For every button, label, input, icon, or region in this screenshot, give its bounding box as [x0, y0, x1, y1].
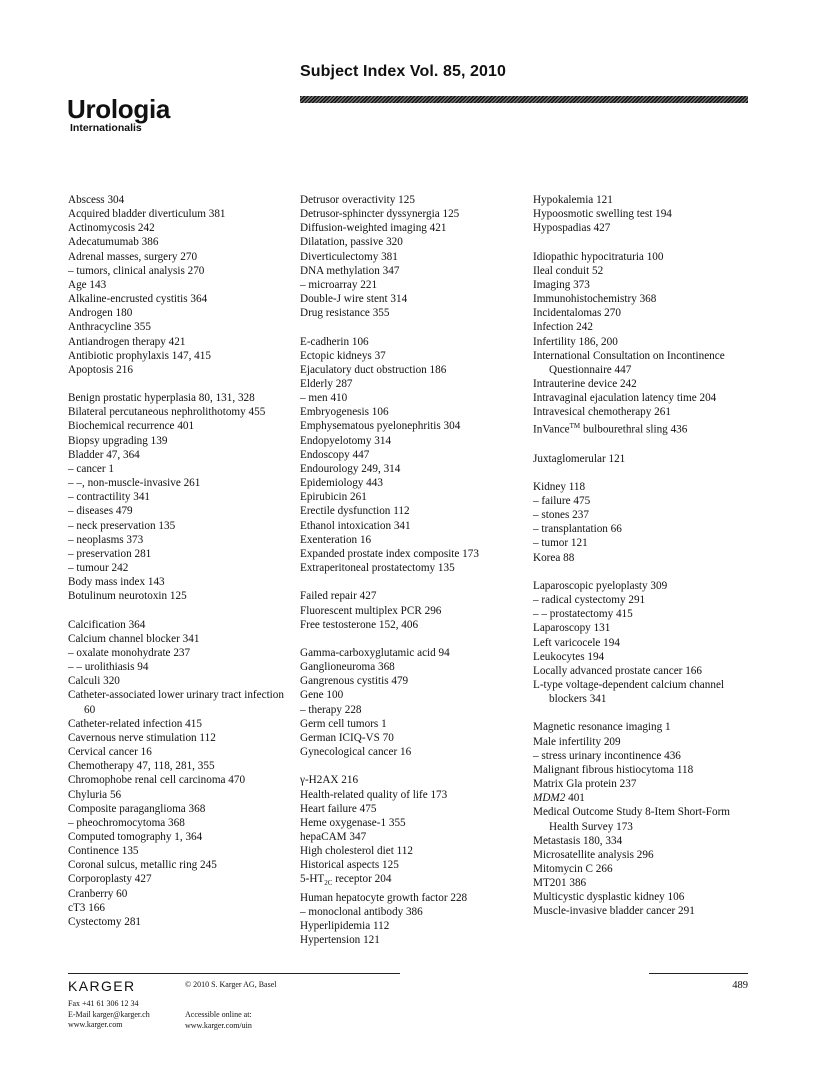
index-column-2 — [300, 193, 528, 947]
index-entry: – diseases 479 — [68, 505, 133, 518]
index-entry: – – prostatectomy 415 — [533, 608, 633, 621]
index-entry: Age 143 — [68, 278, 107, 291]
index-entry: γ-H2AX 216 — [300, 774, 359, 787]
index-entry: – men 410 — [300, 392, 348, 405]
index-entry: Ejaculatory duct obstruction 186 — [300, 363, 447, 376]
index-entry: High cholesterol diet 112 — [300, 845, 413, 858]
index-entry: – preservation 281 — [68, 547, 152, 560]
index-entry: Elderly 287 — [300, 378, 353, 391]
accessible-url[interactable]: www.karger.com/uin — [185, 1020, 252, 1030]
index-entry: – microarray 221 — [300, 278, 378, 291]
index-entry: E-cadherin 106 — [300, 335, 369, 348]
index-entry: Benign prostatic hyperplasia 80, 131, 328 — [68, 392, 255, 405]
index-entry: Magnetic resonance imaging 1 — [533, 721, 671, 734]
index-entry: Chyluria 56 — [68, 788, 122, 801]
index-entry: Biopsy upgrading 139 — [68, 434, 168, 447]
publisher-logo: KARGER — [68, 978, 136, 994]
index-entry: Intravesical chemotherapy 261 — [533, 406, 671, 419]
index-entry: Botulinum neurotoxin 125 — [68, 590, 187, 603]
index-spacer — [300, 320, 528, 334]
index-entry: – radical cystectomy 291 — [533, 594, 646, 607]
index-entry: – – urolithiasis 94 — [68, 661, 149, 674]
index-entry: Microsatellite analysis 296 — [533, 848, 654, 861]
index-entry: Multicystic dysplastic kidney 106 — [533, 891, 685, 904]
index-entry: Acquired bladder diverticulum 381 — [68, 208, 226, 221]
title-rule — [300, 96, 748, 103]
journal-logo: Urologia — [67, 94, 171, 124]
index-entry: Gynecological cancer 16 — [300, 746, 412, 759]
index-entry: Fluorescent multiplex PCR 296 — [300, 604, 442, 617]
index-spacer — [533, 466, 755, 480]
index-entry: – monoclonal antibody 386 — [300, 905, 423, 918]
index-entry: Alkaline-encrusted cystitis 364 — [68, 293, 208, 306]
index-entry: Infection 242 — [533, 321, 593, 334]
index-entry: Bilateral percutaneous nephrolithotomy 455 — [68, 406, 266, 419]
index-entry: DNA methylation 347 — [300, 264, 400, 277]
index-entry: Emphysematous pyelonephritis 304 — [300, 420, 461, 433]
index-spacer — [300, 632, 528, 646]
index-entry: Intravaginal ejaculation latency time 204 — [533, 392, 717, 405]
index-entry: MDM2 401 — [533, 792, 585, 805]
online-access — [185, 1010, 252, 1031]
index-entry: Antiandrogen therapy 421 — [68, 335, 186, 348]
index-entry: – –, non-muscle-invasive 261 — [68, 477, 201, 490]
website-link[interactable]: www.karger.com — [68, 1020, 123, 1029]
index-entry: Cavernous nerve stimulation 112 — [68, 731, 216, 744]
email-address: E-Mail karger@karger.ch — [68, 1009, 150, 1019]
index-entry: Diverticulectomy 381 — [300, 250, 398, 263]
index-entry: Adecatumumab 386 — [68, 236, 159, 249]
index-entry: InVance™ bulbourethral sling 436 — [533, 422, 688, 437]
page-title: Subject Index Vol. 85, 2010 — [300, 63, 507, 80]
index-entry: Exenteration 16 — [300, 533, 372, 546]
index-entry: Cranberry 60 — [68, 887, 128, 900]
index-entry: Historical aspects 125 — [300, 859, 399, 872]
index-spacer — [300, 575, 528, 589]
index-entry: Immunohistochemistry 368 — [533, 293, 657, 306]
index-entry: Calcium channel blocker 341 — [68, 632, 200, 645]
index-entry: Laparoscopy 131 — [533, 622, 611, 635]
index-entry: – tumour 242 — [68, 562, 129, 575]
index-entry: – neck preservation 135 — [68, 519, 176, 532]
index-entry: Catheter-associated lower urinary tract infection 60 — [68, 689, 284, 716]
index-entry: Diffusion-weighted imaging 421 — [300, 222, 447, 235]
fax-number: Fax +41 61 306 12 34 — [68, 999, 139, 1008]
index-entry: – transplantation 66 — [533, 523, 622, 536]
index-entry: Gene 100 — [300, 689, 344, 702]
index-entry: Juxtaglomerular 121 — [533, 452, 626, 465]
index-entry: Detrusor-sphincter dyssynergia 125 — [300, 208, 460, 221]
index-entry: Hypertension 121 — [300, 934, 380, 947]
index-entry: L-type voltage-dependent calcium channel blockers 341 — [533, 678, 725, 706]
index-entry: Erectile dysfunction 112 — [300, 505, 410, 518]
index-entry: Intrauterine device 242 — [533, 378, 637, 391]
index-entry: Detrusor overactivity 125 — [300, 194, 415, 206]
index-entry: Catheter-related infection 415 — [68, 717, 202, 730]
index-entry: Free testosterone 152, 406 — [300, 618, 419, 631]
index-entry: Epirubicin 261 — [300, 491, 367, 504]
index-entry: Korea 88 — [533, 551, 575, 564]
index-column-1 — [68, 193, 293, 929]
index-entry: Calculi 320 — [68, 675, 120, 688]
index-entry: – stress urinary incontinence 436 — [533, 749, 681, 762]
index-entry: Body mass index 143 — [68, 576, 165, 589]
index-entry: Ethanol intoxication 341 — [300, 519, 411, 532]
index-entry: Human hepatocyte growth factor 228 — [300, 891, 468, 904]
index-entry: Hypoosmotic swelling test 194 — [533, 208, 672, 221]
index-entry: – therapy 228 — [300, 703, 362, 716]
index-spacer — [533, 565, 755, 579]
index-entry: Kidney 118 — [533, 480, 586, 493]
index-entry: Health-related quality of life 173 — [300, 788, 448, 801]
index-entry: Failed repair 427 — [300, 590, 377, 603]
index-entry: Hyperlipidemia 112 — [300, 920, 390, 933]
index-entry: Chromophobe renal cell carcinoma 470 — [68, 774, 246, 787]
index-entry: Continence 135 — [68, 845, 139, 858]
index-entry: – contractility 341 — [68, 491, 151, 504]
index-entry: – tumor 121 — [533, 537, 588, 550]
index-entry: – failure 475 — [533, 494, 591, 507]
index-entry: Apoptosis 216 — [68, 363, 133, 376]
index-spacer — [300, 759, 528, 773]
index-entry: Antibiotic prophylaxis 147, 415 — [68, 349, 211, 362]
index-entry: Endopyelotomy 314 — [300, 434, 392, 447]
index-entry: Heart failure 475 — [300, 802, 377, 815]
index-entry: Calcification 364 — [68, 618, 146, 631]
index-entry: Gamma-carboxyglutamic acid 94 — [300, 646, 450, 659]
index-entry: Endoscopy 447 — [300, 448, 370, 461]
index-entry: Biochemical recurrence 401 — [68, 420, 195, 433]
index-entry: – pheochromocytoma 368 — [68, 816, 185, 829]
index-entry: Double-J wire stent 314 — [300, 293, 408, 306]
index-spacer — [533, 706, 755, 720]
index-entry: Incidentalomas 270 — [533, 307, 621, 320]
index-entry: German ICIQ-VS 70 — [300, 731, 394, 744]
index-entry: Muscle-invasive bladder cancer 291 — [533, 905, 695, 918]
index-entry: Germ cell tumors 1 — [300, 717, 387, 730]
index-entry: International Consultation on Incontinence Questionnaire 447 — [533, 349, 725, 376]
index-entry: Expanded prostate index composite 173 — [300, 547, 479, 560]
index-entry: Ileal conduit 52 — [533, 264, 604, 277]
index-entry: Medical Outcome Study 8-Item Short-Form Health Survey 173 — [533, 806, 730, 833]
journal-subtitle: Internationalis — [70, 122, 142, 134]
index-entry: Hypospadias 427 — [533, 222, 611, 235]
copyright-notice: © 2010 S. Karger AG, Basel — [185, 980, 277, 989]
index-entry: Mitomycin C 266 — [533, 863, 613, 875]
index-entry: Imaging 373 — [533, 278, 590, 291]
index-entry: Anthracycline 355 — [68, 321, 151, 334]
index-entry: Infertility 186, 200 — [533, 335, 618, 348]
index-entry: Extraperitoneal prostatectomy 135 — [300, 562, 455, 575]
index-entry: Cystectomy 281 — [68, 915, 142, 928]
index-entry: Laparoscopic pyeloplasty 309 — [533, 579, 668, 592]
index-entry: hepaCAM 347 — [300, 830, 367, 843]
index-entry: Cervical cancer 16 — [68, 746, 152, 759]
footer-rule-right — [649, 973, 748, 974]
index-entry: Heme oxygenase-1 355 — [300, 816, 406, 829]
index-entry: Malignant fibrous histiocytoma 118 — [533, 763, 694, 776]
index-entry: Coronal sulcus, metallic ring 245 — [68, 859, 217, 872]
index-entry: Corporoplasty 427 — [68, 873, 152, 886]
index-entry: cT3 166 — [68, 901, 105, 914]
index-spacer — [533, 235, 755, 249]
index-entry: Left varicocele 194 — [533, 636, 620, 649]
index-entry: Male infertility 209 — [533, 735, 621, 748]
index-entry: Epidemiology 443 — [300, 477, 383, 490]
index-entry: Composite paraganglioma 368 — [68, 802, 206, 815]
index-entry: Hypokalemia 121 — [533, 194, 613, 206]
index-entry: – tumors, clinical analysis 270 — [68, 264, 205, 277]
index-entry: Actinomycosis 242 — [68, 222, 155, 235]
index-entry: Drug resistance 355 — [300, 307, 390, 320]
index-entry: Bladder 47, 364 — [68, 448, 140, 461]
index-entry: – oxalate monohydrate 237 — [68, 646, 191, 659]
index-entry: – cancer 1 — [68, 462, 114, 475]
index-entry: Chemotherapy 47, 118, 281, 355 — [68, 760, 215, 773]
index-entry: Embryogenesis 106 — [300, 406, 389, 419]
index-entry: Endourology 249, 314 — [300, 462, 401, 475]
index-entry: Leukocytes 194 — [533, 650, 605, 663]
index-entry: Locally advanced prostate cancer 166 — [533, 664, 702, 677]
index-entry: $5-HT_{2C}$ receptor 204 — [300, 873, 392, 888]
index-entry: Dilatation, passive 320 — [300, 236, 403, 249]
publisher-contact — [68, 999, 150, 1031]
index-entry: Metastasis 180, 334 — [533, 834, 623, 847]
index-spacer — [68, 604, 293, 618]
index-entry: Matrix Gla protein 237 — [533, 778, 637, 791]
index-spacer — [533, 437, 755, 451]
index-entry: – stones 237 — [533, 509, 589, 522]
index-entry: Computed tomography 1, 364 — [68, 831, 203, 843]
index-entry: Idiopathic hypocitraturia 100 — [533, 250, 664, 263]
page-number: 489 — [732, 980, 748, 991]
index-entry: Gangrenous cystitis 479 — [300, 675, 409, 688]
index-entry: Abscess 304 — [68, 194, 125, 206]
index-column-3 — [533, 193, 755, 919]
accessible-label: Accessible online at: — [185, 1010, 252, 1019]
index-entry: Adrenal masses, surgery 270 — [68, 250, 198, 263]
footer-rule-left — [68, 973, 400, 974]
index-spacer — [68, 377, 293, 391]
index-entry: – neoplasms 373 — [68, 533, 144, 546]
index-entry: MT201 386 — [533, 877, 587, 890]
index-entry: Androgen 180 — [68, 307, 133, 320]
index-entry: Ectopic kidneys 37 — [300, 349, 386, 362]
index-entry: Ganglioneuroma 368 — [300, 661, 395, 674]
